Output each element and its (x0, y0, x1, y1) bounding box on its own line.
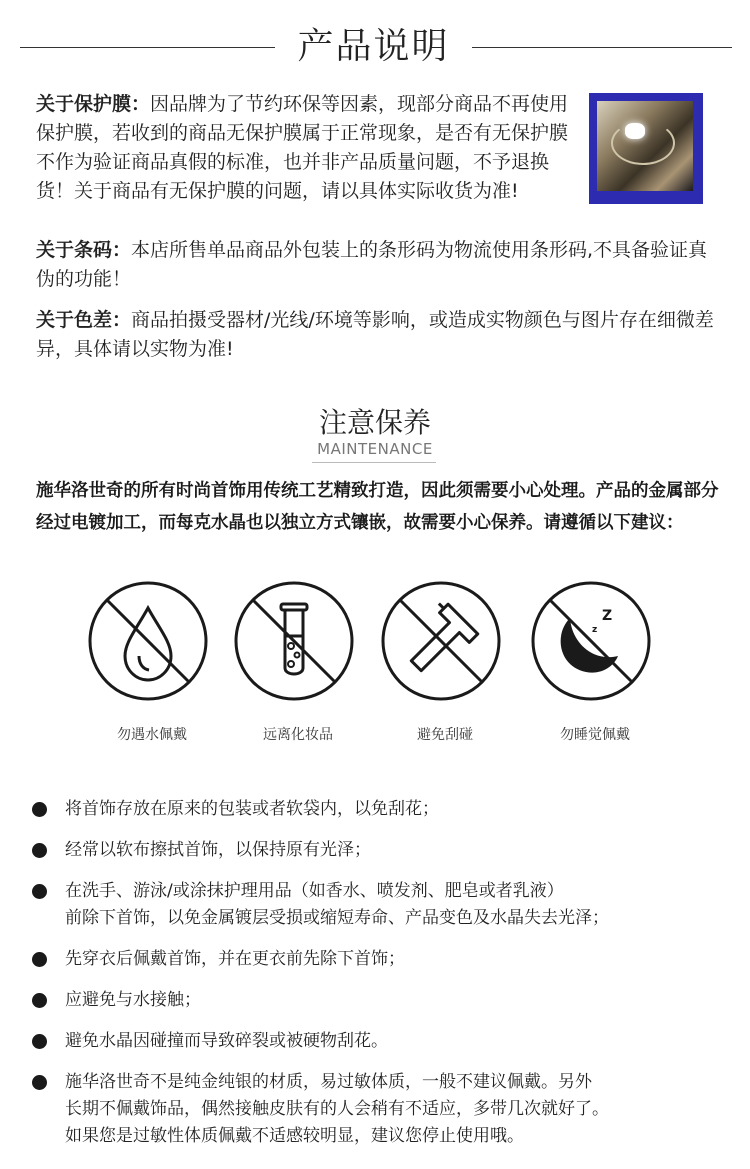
care-label: 勿遇水佩戴 (117, 727, 187, 743)
hammer-icon (380, 580, 502, 702)
care-item-scratch (380, 580, 510, 744)
page-title: 产品说明 (297, 26, 450, 67)
care-label: 避免刮碰 (417, 727, 473, 743)
bullet-dot-icon (32, 843, 47, 858)
note-text: 商品拍摄受器材/光线/环境等影响，或造成实物颜色与图片存在细微差异，具体请以实物为准! (36, 309, 714, 360)
care-item-cosmetics (233, 580, 363, 744)
note-text: 本店所售单品商品外包装上的条形码为物流使用条形码,不具备验证真伪的功能！ (36, 239, 708, 290)
bullet-dot-icon (32, 802, 47, 817)
bullet-dot-icon (32, 1034, 47, 1049)
bullet-dot-icon (32, 1075, 47, 1090)
tip-line: 长期不佩戴饰品，偶然接触皮肤有的人会稍有不适应，多带几次就好了。 (65, 1099, 609, 1119)
care-label: 远离化妆品 (263, 727, 333, 743)
svg-text:Z: Z (602, 608, 613, 624)
tip-line: 前除下首饰，以免金属镀层受损或缩短寿命、产品变色及水晶失去光泽； (65, 908, 609, 928)
note-label: 关于色差： (36, 309, 132, 331)
care-item-water (87, 580, 217, 744)
tip-line: 避免水晶因碰撞而导致碎裂或被硬物刮花。 (65, 1031, 388, 1051)
list-item (32, 987, 722, 1014)
tip-line: 将首饰存放在原来的包装或者软袋内，以免刮花； (65, 799, 439, 819)
tip-line: 应避免与水接触； (65, 990, 201, 1010)
list-item (32, 946, 722, 973)
note-barcode (36, 236, 716, 294)
maintenance-subtitle: MAINTENANCE (317, 440, 433, 458)
water-drop-icon (87, 580, 209, 702)
note-protective-film (36, 90, 581, 206)
list-item (32, 837, 722, 864)
tip-line: 在洗手、游泳/或涂抹护理用品（如香水、喷发剂、肥皂或者乳液） (65, 881, 564, 901)
moon-sleep-icon (530, 580, 652, 702)
list-item (32, 1069, 722, 1150)
list-item (32, 878, 722, 932)
note-label: 关于保护膜： (36, 93, 151, 115)
svg-text:z: z (592, 625, 598, 635)
test-tube-icon (233, 580, 355, 702)
list-item (32, 1028, 722, 1055)
product-photo (589, 93, 703, 204)
note-color-difference (36, 306, 716, 364)
maintenance-underline (312, 462, 436, 463)
tip-line: 如果您是过敏性体质佩戴不适感较明显，建议您停止使用哦。 (65, 1126, 524, 1146)
maintenance-title: 注意保养 (318, 406, 431, 439)
tip-line: 先穿衣后佩戴首饰，并在更衣前先除下首饰； (65, 949, 405, 969)
note-label: 关于条码： (36, 239, 132, 261)
header-divider-left (20, 47, 275, 48)
bullet-dot-icon (32, 993, 47, 1008)
care-item-sleep (530, 580, 660, 744)
care-label: 勿睡觉佩戴 (560, 727, 630, 743)
page-header (20, 22, 732, 72)
maintenance-intro: 施华洛世奇的所有时尚首饰用传统工艺精致打造，因此须需要小心处理。产品的金属部分经过电镀加工，而每克水晶也以独立方式镶嵌，故需要小心保养。请遵循以下建议： (36, 481, 719, 533)
bullet-dot-icon (32, 952, 47, 967)
list-item (32, 796, 722, 823)
tip-line: 经常以软布擦拭首饰，以保持原有光泽； (65, 840, 371, 860)
tip-line: 施华洛世奇不是纯金纯银的材质，易过敏体质，一般不建议佩戴。另外 (65, 1072, 592, 1092)
header-divider-right (472, 47, 732, 48)
bullet-dot-icon (32, 884, 47, 899)
note-text: 因品牌为了节约环保等因素，现部分商品不再使用保护膜，若收到的商品无保护膜属于正常现象，是否有无保护膜不作为验证商品真假的标准，也并非产品质量问题，不予退换货！关于商品有无保护膜的问题，请以具体实际收货为准! (36, 93, 569, 202)
care-tips-list (32, 796, 722, 1164)
